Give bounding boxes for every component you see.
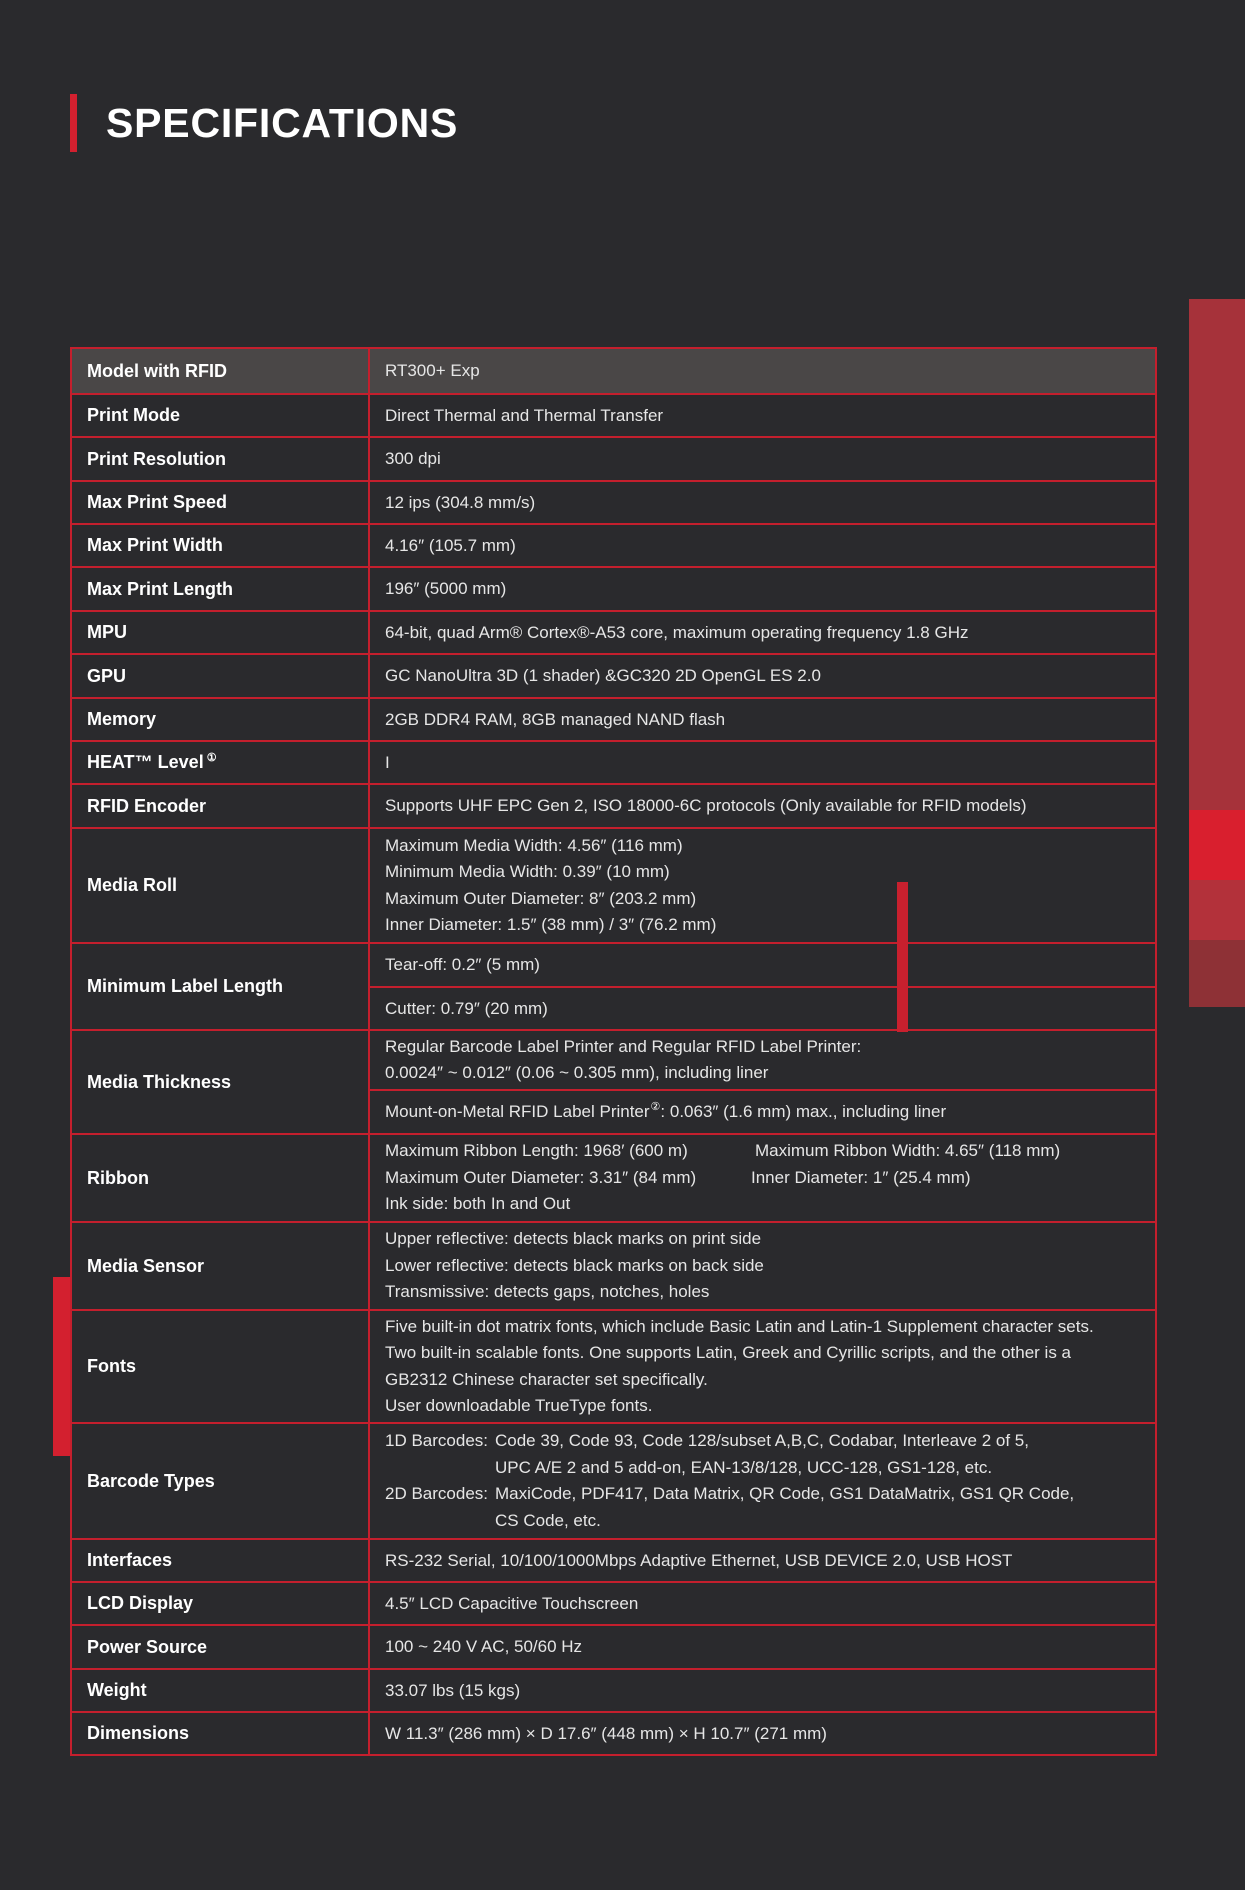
spec-value-line: GB2312 Chinese character set specifically. (385, 1369, 708, 1389)
spec-value-text: : 0.063″ (1.6 mm) max., including liner (660, 1102, 947, 1121)
spec-value-line: UPC A/E 2 and 5 add-on, EAN-13/8/128, UCC-128, GS1-128, etc. (495, 1457, 993, 1477)
spec-value-line: Five built-in dot matrix fonts, which include Basic Latin and Latin-1 Supplement character sets. (385, 1316, 1094, 1336)
spec-label: Max Print Width (71, 524, 369, 567)
spec-row-dimensions (71, 1712, 1156, 1755)
ribbon-inner-diameter: Inner Diameter: 1″ (25.4 mm) (751, 1167, 971, 1187)
ribbon-ink-side: Ink side: both In and Out (385, 1194, 571, 1214)
spec-row-max-print-width (71, 524, 1156, 567)
spec-value: Direct Thermal and Thermal Transfer (369, 394, 1156, 437)
spec-row-media-roll (71, 828, 1156, 943)
spec-label: Print Mode (71, 394, 369, 437)
spec-row-gpu (71, 654, 1156, 698)
spec-label: Ribbon (71, 1134, 369, 1222)
spec-value-line: User downloadable TrueType fonts. (385, 1396, 653, 1415)
ribbon-max-outer-diameter: Maximum Outer Diameter: 3.31″ (84 mm) (385, 1167, 697, 1187)
spec-label: LCD Display (71, 1582, 369, 1625)
spec-label: Interfaces (71, 1539, 369, 1582)
spec-value: 4.16″ (105.7 mm) (369, 524, 1156, 567)
spec-value: RS-232 Serial, 10/100/1000Mbps Adaptive Ethernet, USB DEVICE 2.0, USB HOST (369, 1539, 1156, 1582)
spec-value: Supports UHF EPC Gen 2, ISO 18000-6C protocols (Only available for RFID models) (369, 784, 1156, 828)
spec-label: Memory (71, 698, 369, 741)
spec-row-model (71, 348, 1156, 394)
spec-label: Max Print Speed (71, 481, 369, 524)
spec-label: Barcode Types (71, 1423, 369, 1539)
spec-value (369, 1310, 1156, 1423)
ribbon-max-length: Maximum Ribbon Length: 1968′ (600 m) (385, 1141, 688, 1161)
spec-value-line (385, 1428, 1145, 1455)
spec-value (369, 1222, 1156, 1310)
spec-value-line (385, 1481, 1145, 1508)
spec-value-mount-on-metal (369, 1090, 1156, 1134)
barcode-1d-text: Code 39, Code 93, Code 128/subset A,B,C, Codabar, Interleave 2 of 5, (495, 1431, 1029, 1450)
footnote-marker-2: ② (650, 1101, 661, 1114)
spec-row-mpu (71, 611, 1156, 654)
spec-row-power-source (71, 1625, 1156, 1669)
spec-row-memory (71, 698, 1156, 741)
spec-row-interfaces (71, 1539, 1156, 1582)
spec-value: I (369, 741, 1156, 784)
spec-label: Print Resolution (71, 437, 369, 481)
left-accent-strip (53, 1277, 70, 1456)
spec-value-regular (369, 1030, 1156, 1090)
spec-row-min-label-length (71, 943, 1156, 987)
specifications-table (70, 347, 1157, 1756)
spec-value: RT300+ Exp (369, 348, 1156, 394)
barcode-2d-text: MaxiCode, PDF417, Data Matrix, QR Code, GS1 DataMatrix, GS1 QR Code, (495, 1484, 1075, 1503)
spec-value: GC NanoUltra 3D (1 shader) &GC320 2D OpenGL ES 2.0 (369, 654, 1156, 698)
spec-value: 4.5″ LCD Capacitive Touchscreen (369, 1582, 1156, 1625)
spec-row-media-thickness (71, 1030, 1156, 1090)
spec-row-lcd-display (71, 1582, 1156, 1625)
spec-value-line: Minimum Media Width: 0.39″ (10 mm) (385, 862, 670, 881)
spec-label: MPU (71, 611, 369, 654)
side-band-bright (1189, 810, 1245, 880)
barcode-2d-prefix: 2D Barcodes: (385, 1484, 488, 1503)
spec-label: Media Sensor (71, 1222, 369, 1310)
spec-value: 64-bit, quad Arm® Cortex®-A53 core, maximum operating frequency 1.8 GHz (369, 611, 1156, 654)
spec-value-tear-off: Tear-off: 0.2″ (5 mm) (369, 943, 1156, 987)
spec-label: Media Roll (71, 828, 369, 943)
spec-row-weight (71, 1669, 1156, 1712)
side-band-dark (1189, 940, 1245, 1007)
spec-label: Model with RFID (71, 348, 369, 394)
footnote-marker-1: ① (206, 752, 217, 764)
spec-value-cutter: Cutter: 0.79″ (20 mm) (369, 987, 1156, 1030)
spec-value-line (385, 1165, 1145, 1192)
spec-value-line: Two built-in scalable fonts. One supports Latin, Greek and Cyrillic scripts, and the other is a (385, 1343, 1071, 1362)
spec-value (369, 828, 1156, 943)
spec-row-max-print-length (71, 567, 1156, 611)
side-band-top (1189, 299, 1245, 810)
spec-value: 196″ (5000 mm) (369, 567, 1156, 611)
spec-label: Minimum Label Length (71, 943, 369, 1030)
spec-value-line (385, 1138, 1145, 1165)
spec-value-line: 0.0024″ ~ 0.012″ (0.06 ~ 0.305 mm), including liner (385, 1063, 769, 1082)
spec-row-rfid-encoder (71, 784, 1156, 828)
ribbon-max-width: Maximum Ribbon Width: 4.65″ (118 mm) (755, 1141, 1061, 1161)
spec-label: Dimensions (71, 1712, 369, 1755)
spec-value-line: Inner Diameter: 1.5″ (38 mm) / 3″ (76.2 mm) (385, 915, 717, 934)
spec-value (369, 1134, 1156, 1222)
spec-label: GPU (71, 654, 369, 698)
spec-value-line: CS Code, etc. (495, 1510, 601, 1530)
spec-row-print-mode (71, 394, 1156, 437)
spec-value: 100 ~ 240 V AC, 50/60 Hz (369, 1625, 1156, 1669)
spec-row-ribbon (71, 1134, 1156, 1222)
spec-row-print-resolution (71, 437, 1156, 481)
spec-value: W 11.3″ (286 mm) × D 17.6″ (448 mm) × H 10.7″ (271 mm) (369, 1712, 1156, 1755)
spec-label-text: HEAT™ Level (87, 752, 204, 772)
spec-label: Power Source (71, 1625, 369, 1669)
spec-label (71, 741, 369, 784)
spec-label: Media Thickness (71, 1030, 369, 1134)
spec-value-line: Regular Barcode Label Printer and Regular RFID Label Printer: (385, 1036, 862, 1056)
spec-label: Weight (71, 1669, 369, 1712)
spec-label: Fonts (71, 1310, 369, 1423)
spec-value-line: Transmissive: detects gaps, notches, holes (385, 1282, 710, 1302)
spec-row-fonts (71, 1310, 1156, 1423)
spec-value: 2GB DDR4 RAM, 8GB managed NAND flash (369, 698, 1156, 741)
spec-value-line: Maximum Media Width: 4.56″ (116 mm) (385, 835, 683, 855)
spec-label: Max Print Length (71, 567, 369, 611)
spec-row-max-print-speed (71, 481, 1156, 524)
spec-value: 300 dpi (369, 437, 1156, 481)
page-title: SPECIFICATIONS (106, 100, 459, 146)
spec-label: RFID Encoder (71, 784, 369, 828)
title-accent-bar (70, 94, 77, 152)
middle-accent-strip (897, 882, 908, 1032)
spec-row-barcode-types (71, 1423, 1156, 1539)
spec-value-text: Mount-on-Metal RFID Label Printer (385, 1102, 650, 1121)
spec-value (369, 1423, 1156, 1539)
barcode-1d-prefix: 1D Barcodes: (385, 1431, 488, 1450)
spec-row-heat-level (71, 741, 1156, 784)
spec-value-line: Upper reflective: detects black marks on print side (385, 1229, 762, 1249)
spec-value-line: Maximum Outer Diameter: 8″ (203.2 mm) (385, 888, 697, 908)
spec-value: 12 ips (304.8 mm/s) (369, 481, 1156, 524)
spec-value-line: Lower reflective: detects black marks on back side (385, 1255, 764, 1275)
spec-value: 33.07 lbs (15 kgs) (369, 1669, 1156, 1712)
spec-row-media-sensor (71, 1222, 1156, 1310)
side-band-mid (1189, 880, 1245, 940)
